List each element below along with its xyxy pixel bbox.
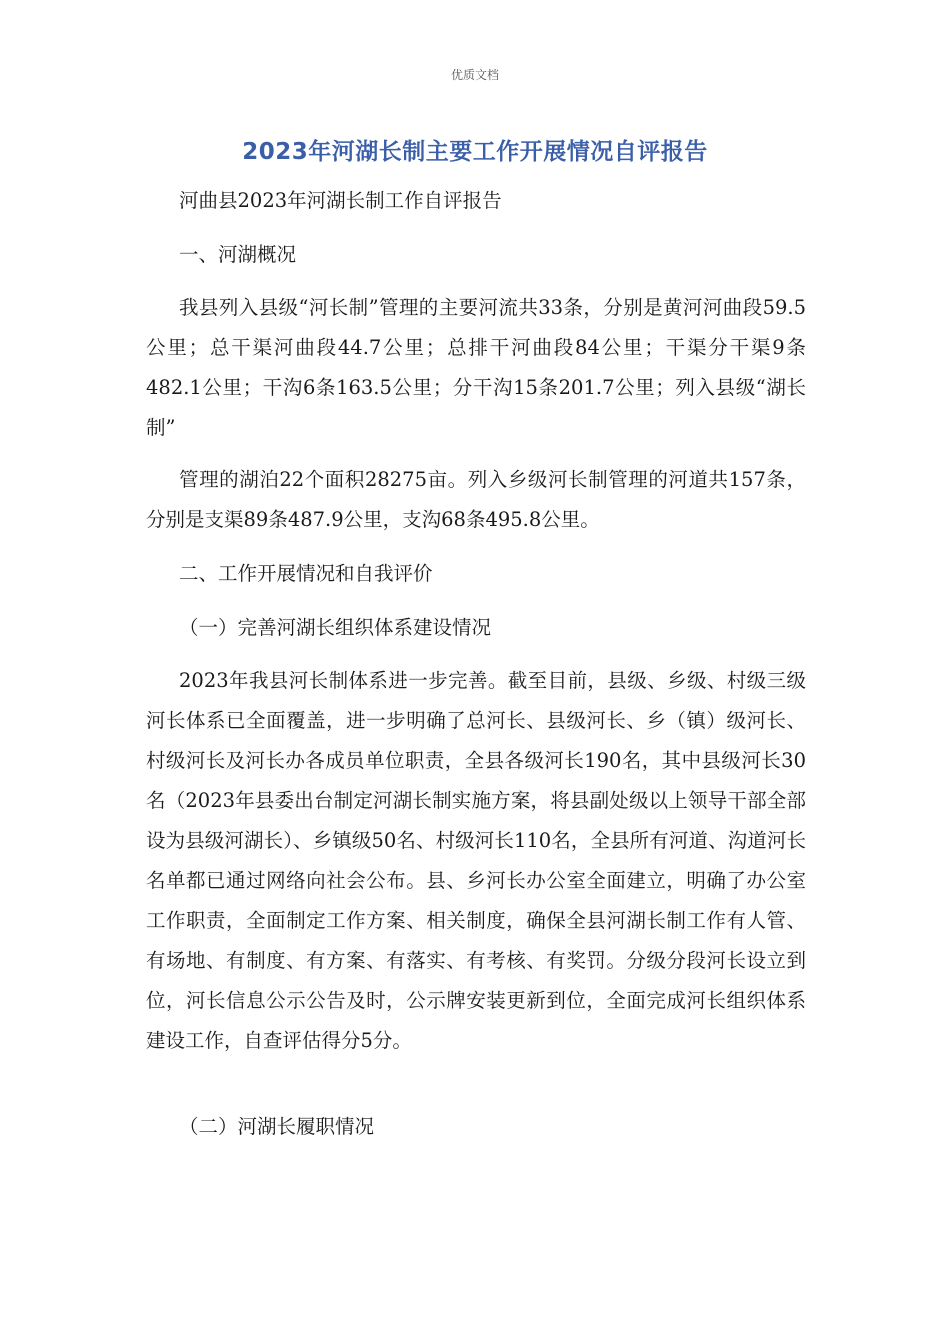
- section-heading-work: 二、工作开展情况和自我评价: [179, 562, 433, 585]
- subsection-heading-organization: （一）完善河湖长组织体系建设情况: [179, 616, 492, 639]
- subsection-heading-duties: （二）河湖长履职情况: [179, 1115, 375, 1138]
- paragraph-rivers: 我县列入县级“河长制”管理的主要河流共33条，分别是黄河河曲段59.5公里；总干渠河曲段44.7公里；总排干河曲段84公里；干渠分干渠9条482.1公里；干沟6条163.5公里；分干沟15条201.7公里；列入县级“湖长制”: [146, 296, 806, 439]
- paragraph-lakes: 管理的湖泊22个面积28275亩。列入乡级河长制管理的河道共157条，分别是支渠89条487.9公里，支沟68条495.8公里。: [146, 468, 806, 531]
- document-title: 2023年河湖长制主要工作开展情况自评报告: [242, 139, 708, 165]
- report-subtitle: 河曲县2023年河湖长制工作自评报告: [179, 189, 502, 212]
- paragraph-organization: 2023年我县河长制体系进一步完善。截至目前，县级、乡级、村级三级河长体系已全面覆盖，进一步明确了总河长、县级河长、乡（镇）级河长、村级河长及河长办各成员单位职责，全县各级河长190名，其中县级河长30名（2023年县委出台制定河湖长制实施方案，将县副处级以上领导干部全部设为县级河湖长）、乡镇级50名、村级河长110名，全县所有河道、沟道河长名单都已通过网络向社会公布。县、乡河长办公室全面建立，明确了办公室工作职责，全面制定工作方案、相关制度，确保全县河湖长制工作有人管、有场地、有制度、有方案、有落实、有考核、有奖罚。分级分段河长设立到位，河长信息公示公告及时，公示牌安装更新到位，全面完成河长组织体系建设工作，自查评估得分5分。: [146, 669, 806, 1052]
- section-heading-overview: 一、河湖概况: [179, 243, 297, 266]
- page-header-label: 优质文档: [450, 68, 499, 82]
